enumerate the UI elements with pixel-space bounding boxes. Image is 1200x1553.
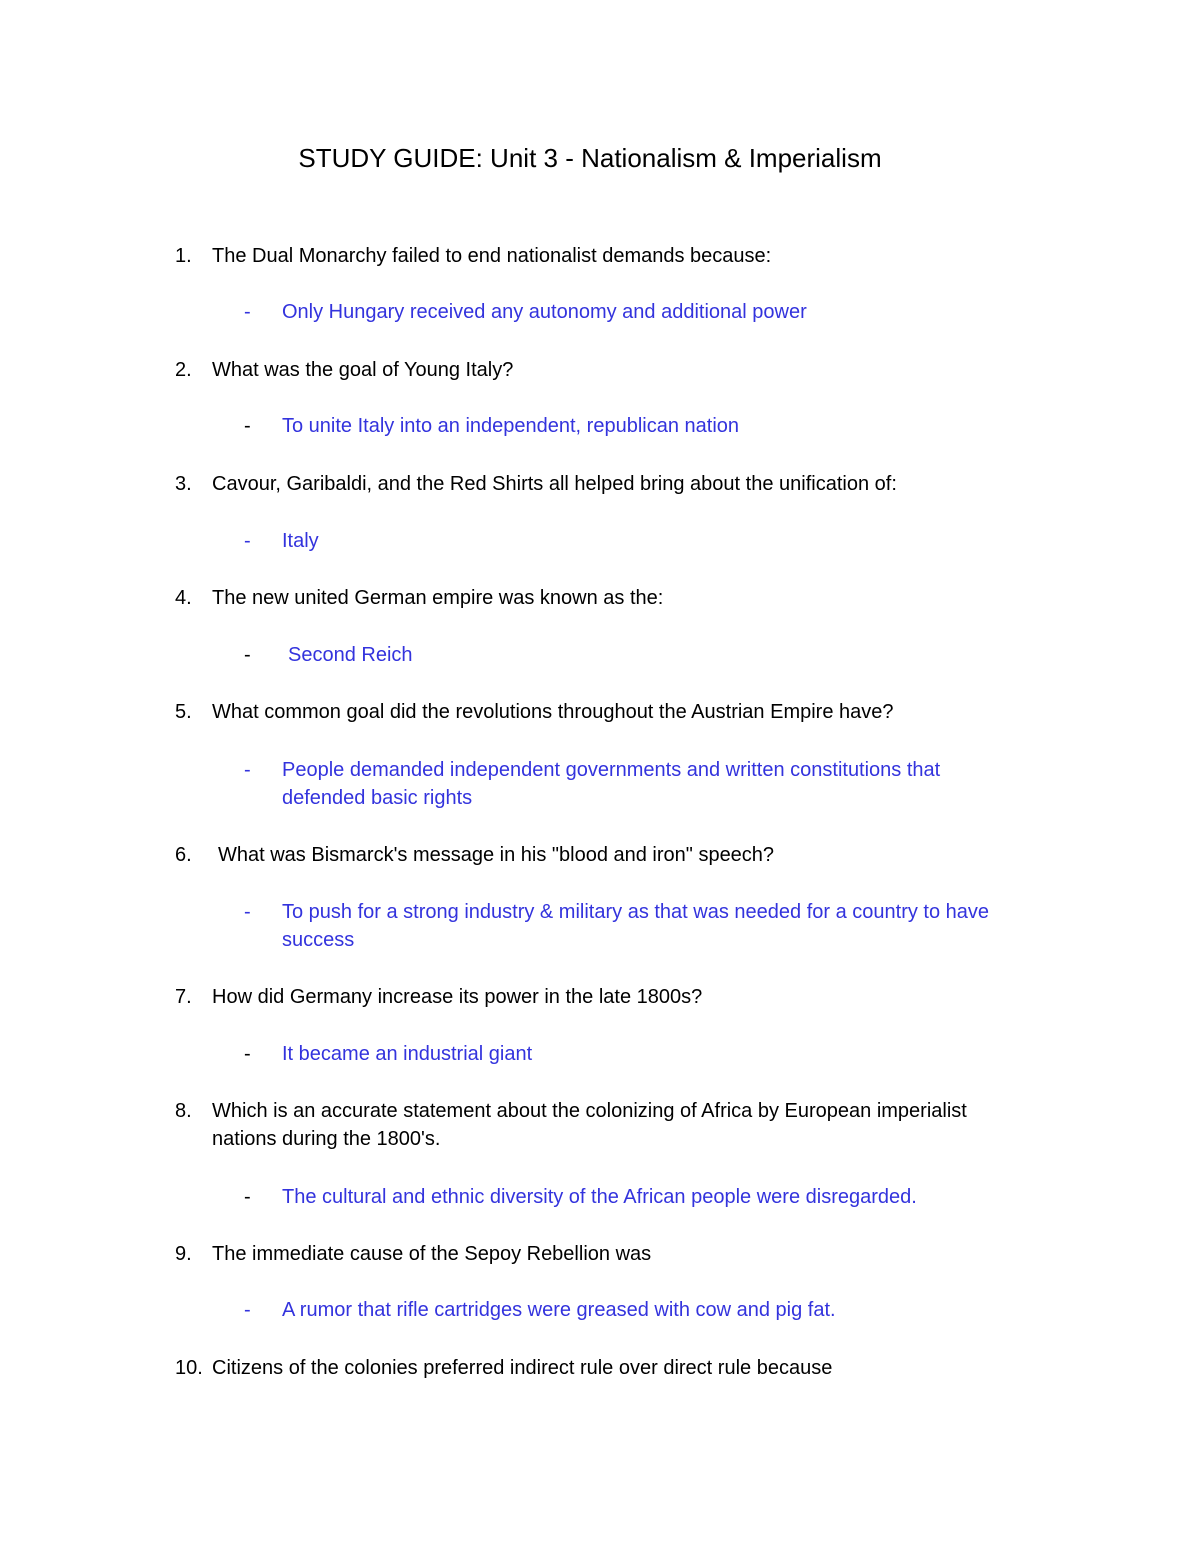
answer-text: defended basic rights (282, 787, 473, 809)
question-number: 5. (175, 701, 192, 723)
bullet-dash: - (244, 1043, 251, 1065)
bullet-dash: - (244, 301, 251, 323)
answer-text: To unite Italy into an independent, republican nation (282, 415, 740, 437)
question-number: 4. (175, 587, 192, 609)
question-text: Citizens of the colonies preferred indirect rule over direct rule because (212, 1357, 833, 1379)
question-text: What was the goal of Young Italy? (212, 359, 514, 381)
question-text: What was Bismarck's message in his "blood and iron" speech? (218, 844, 775, 866)
question-number: 7. (175, 986, 192, 1008)
answer-text: The cultural and ethnic diversity of the African people were disregarded. (282, 1186, 917, 1208)
answer-text: Second Reich (288, 644, 413, 666)
page-title: STUDY GUIDE: Unit 3 - Nationalism & Imperialism (298, 143, 882, 173)
answer-text: Only Hungary received any autonomy and additional power (282, 301, 807, 323)
question-text: What common goal did the revolutions throughout the Austrian Empire have? (212, 701, 894, 723)
bullet-dash: - (244, 530, 251, 552)
question-number: 8. (175, 1100, 192, 1122)
question-number: 2. (175, 359, 192, 381)
bullet-dash: - (244, 415, 251, 437)
bullet-dash: - (244, 759, 251, 781)
answer-text: success (282, 929, 355, 951)
question-number: 6. (175, 844, 192, 866)
answer-text: Italy (282, 530, 319, 552)
question-text: The Dual Monarchy failed to end nationalist demands because: (212, 245, 772, 267)
question-text: The new united German empire was known as the: (212, 587, 664, 609)
question-text: The immediate cause of the Sepoy Rebellion was (212, 1243, 652, 1265)
answer-text: A rumor that rifle cartridges were greased with cow and pig fat. (282, 1299, 836, 1321)
question-number: 9. (175, 1243, 192, 1265)
question-number: 10. (175, 1357, 203, 1379)
question-number: 3. (175, 473, 192, 495)
bullet-dash: - (244, 1299, 251, 1321)
question-text: How did Germany increase its power in the late 1800s? (212, 986, 703, 1008)
question-text: nations during the 1800's. (212, 1128, 441, 1150)
question-text: Which is an accurate statement about the colonizing of Africa by European imperialist (212, 1100, 967, 1122)
answer-text: To push for a strong industry & military as that was needed for a country to have (282, 901, 990, 923)
bullet-dash: - (244, 901, 251, 923)
bullet-dash: - (244, 644, 251, 666)
answer-text: It became an industrial giant (282, 1043, 533, 1065)
question-number: 1. (175, 245, 192, 267)
answer-text: People demanded independent governments and written constitutions that (282, 759, 941, 781)
question-text: Cavour, Garibaldi, and the Red Shirts all helped bring about the unification of: (212, 473, 897, 495)
bullet-dash: - (244, 1186, 251, 1208)
